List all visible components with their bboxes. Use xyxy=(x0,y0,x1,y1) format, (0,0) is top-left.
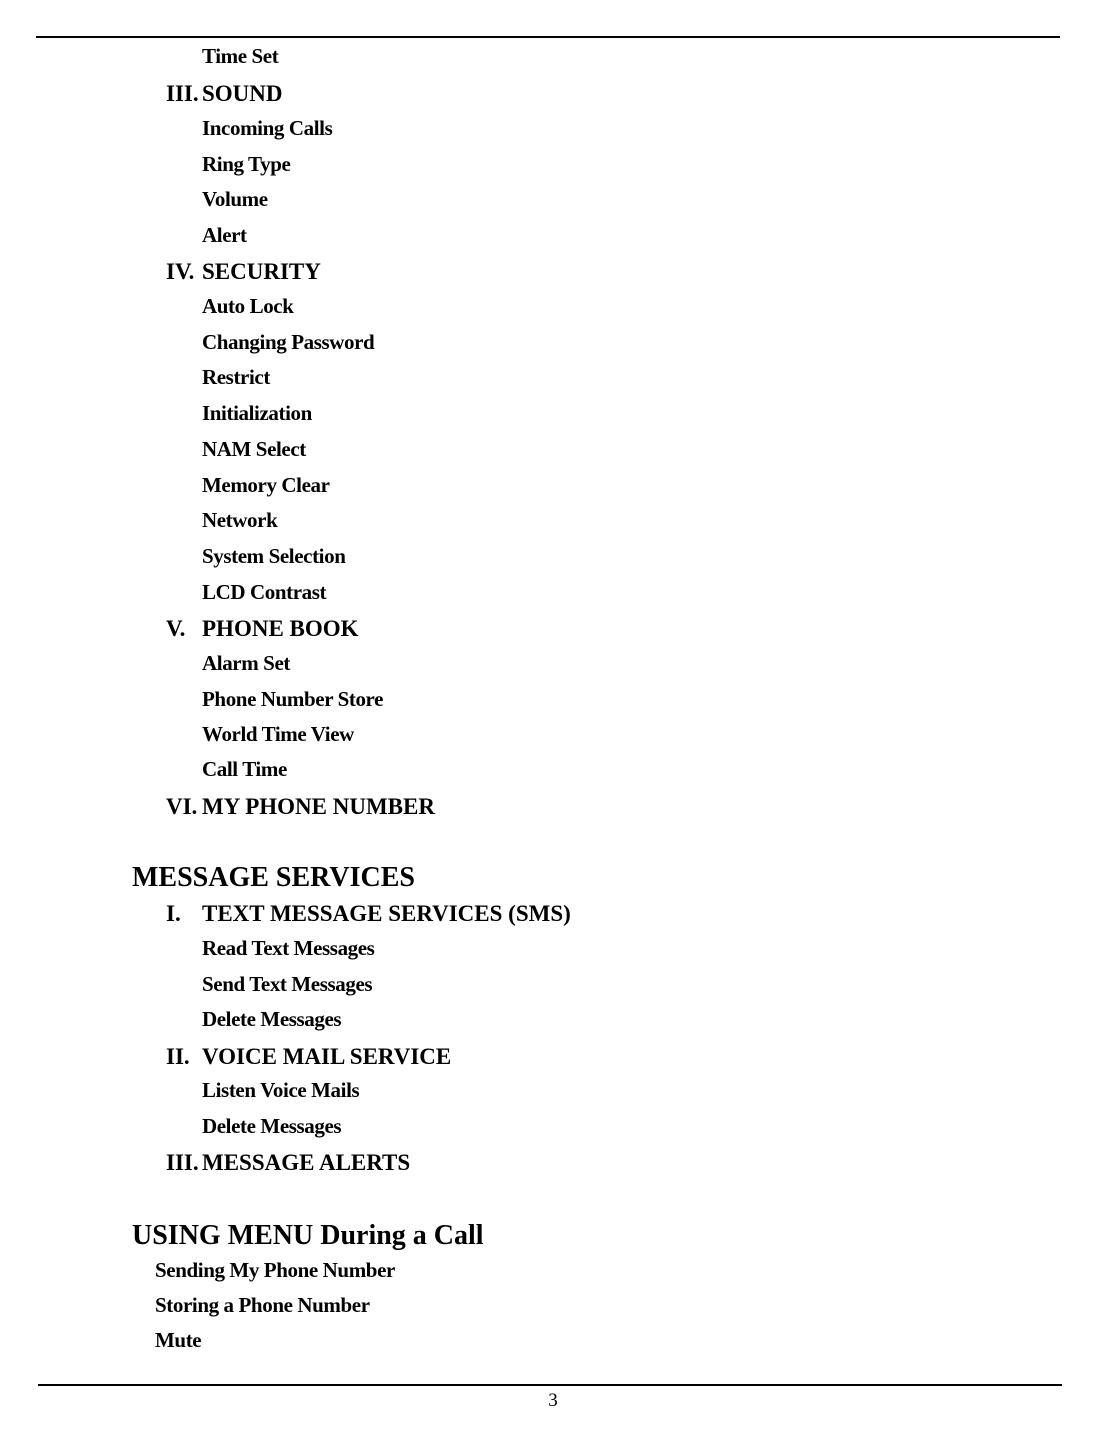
menu-item: System Selection xyxy=(202,544,346,568)
subsection-title: MESSAGE ALERTS xyxy=(202,1150,411,1175)
subsection-number: VI. xyxy=(166,794,198,819)
subsection-heading xyxy=(166,1151,410,1174)
subsection-title: VOICE MAIL SERVICE xyxy=(202,1044,452,1069)
menu-item: NAM Select xyxy=(202,437,306,461)
subsection-heading xyxy=(166,902,571,925)
subsection-title: SOUND xyxy=(202,81,283,106)
menu-item: Send Text Messages xyxy=(202,972,373,996)
menu-item: Incoming Calls xyxy=(202,116,333,140)
page-number: 3 xyxy=(548,1390,558,1411)
subsection-number: II. xyxy=(166,1044,190,1069)
section-heading: USING MENU During a Call xyxy=(132,1220,484,1251)
menu-item: Sending My Phone Number xyxy=(155,1258,395,1282)
menu-item: Phone Number Store xyxy=(202,687,384,711)
menu-item: LCD Contrast xyxy=(202,580,327,604)
subsection-heading xyxy=(166,1045,451,1068)
subsection-title: SECURITY xyxy=(202,259,321,284)
menu-item: Ring Type xyxy=(202,152,291,176)
subsection-number: I. xyxy=(166,901,181,926)
menu-item: Alert xyxy=(202,223,247,247)
bottom-rule xyxy=(38,1384,1062,1386)
menu-item: Volume xyxy=(202,187,268,211)
menu-item: Time Set xyxy=(202,44,279,68)
menu-item: Storing a Phone Number xyxy=(155,1293,370,1317)
menu-item: Initialization xyxy=(202,401,312,425)
section-heading: MESSAGE SERVICES xyxy=(132,862,415,893)
top-rule xyxy=(36,36,1060,38)
subsection-title: PHONE BOOK xyxy=(202,616,359,641)
subsection-number: V. xyxy=(166,616,186,641)
menu-item: Alarm Set xyxy=(202,651,290,675)
subsection-title: TEXT MESSAGE SERVICES (SMS) xyxy=(202,901,571,926)
menu-item: Listen Voice Mails xyxy=(202,1078,360,1102)
menu-item: Delete Messages xyxy=(202,1114,342,1138)
menu-item: Mute xyxy=(155,1328,202,1352)
subsection-number: IV. xyxy=(166,259,195,284)
menu-item: World Time View xyxy=(202,722,354,746)
menu-item: Call Time xyxy=(202,757,287,781)
subsection-heading xyxy=(166,795,435,818)
menu-item: Restrict xyxy=(202,365,270,389)
subsection-heading xyxy=(166,260,321,283)
menu-item: Read Text Messages xyxy=(202,936,375,960)
menu-item: Memory Clear xyxy=(202,473,330,497)
menu-item: Auto Lock xyxy=(202,294,294,318)
subsection-heading xyxy=(166,82,283,105)
subsection-title: MY PHONE NUMBER xyxy=(202,794,435,819)
menu-item: Delete Messages xyxy=(202,1007,342,1031)
subsection-number: III. xyxy=(166,81,199,106)
subsection-heading xyxy=(166,617,359,640)
subsection-number: III. xyxy=(166,1150,199,1175)
menu-item: Changing Password xyxy=(202,330,375,354)
menu-item: Network xyxy=(202,508,278,532)
